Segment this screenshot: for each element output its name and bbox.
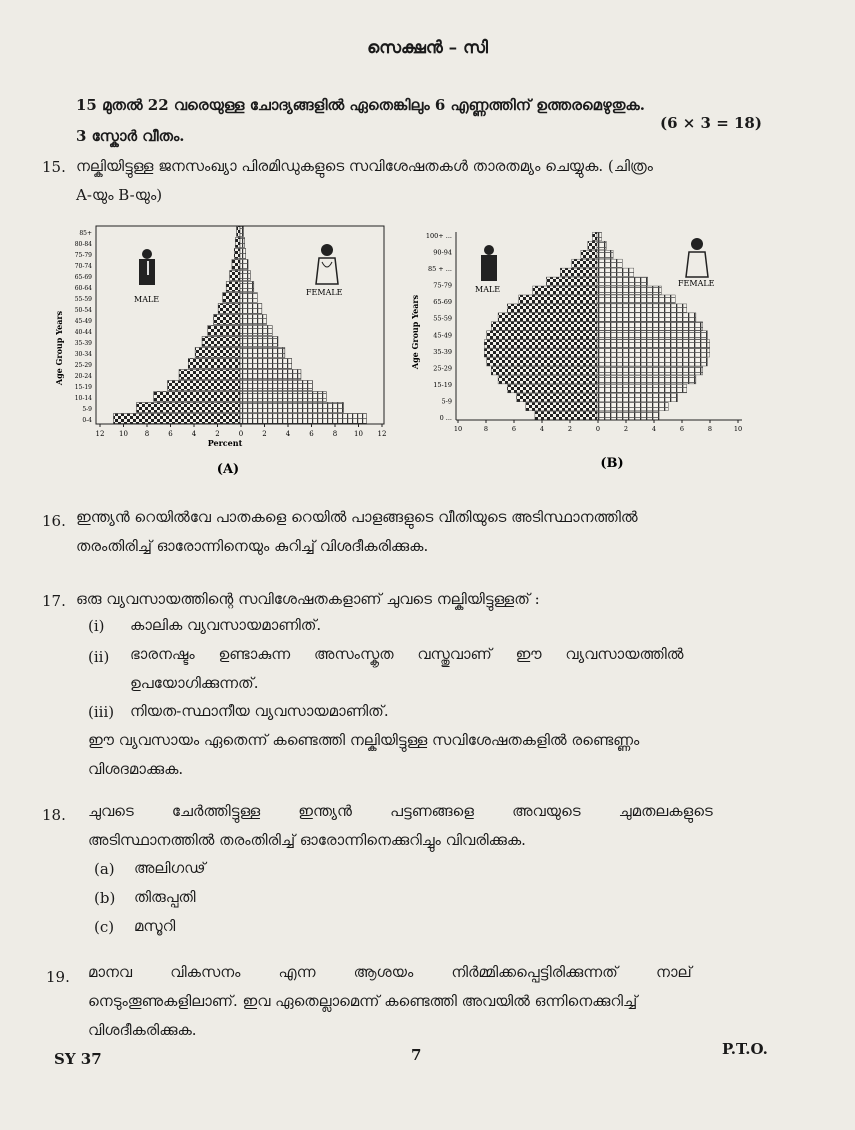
question-17-followup-line2: വിശദമാക്കുക. [88,760,184,778]
pyramid-a-male-bar [208,326,240,336]
pyramid-a-female-bar [240,260,248,270]
pyramid-b-tick-label: 8 [483,425,489,433]
q18-item-a-text: അലിഗഢ് [134,859,206,877]
page-number: 7 [411,1046,422,1064]
pyramid-a-age-label: 65-69 [74,274,92,281]
pyramid-a-female-bar [240,326,272,336]
pyramid-a-tick-label: 4 [191,430,197,438]
pyramid-b-age-label: 25-29 [433,364,452,373]
pyramid-b-male-bar [592,232,597,240]
question-number-16: 16. [42,512,66,530]
pyramid-a-age-label: 0-4 [82,417,92,424]
pyramid-b-male-bar [487,358,597,366]
pyramid-b-female-bar [597,241,606,249]
pyramid-a-age-label: 20-24 [74,373,92,380]
pyramid-a-age-label: 75-79 [74,252,92,259]
pyramid-b-female-label: FEMALE [678,279,715,288]
q18-item-c-text: മസൂറി [134,917,176,935]
q17-item-3-text: നിയത-സ്ഥാനീയ വ്യവസായമാണിത്. [130,702,389,720]
pyramid-b-female-bar [597,384,687,392]
question-18-text-line1: ചുവടെ ചേർത്തിട്ടുള്ള ഇന്ത്യൻ പട്ടണങ്ങളെ അവയുടെ ചുമതലകളുടെ [88,802,713,820]
pyramid-a-tick-label: 2 [262,430,267,438]
please-turn-over: P.T.O. [722,1040,768,1058]
pyramid-a-x-title: Percent [207,438,243,448]
pyramid-a-tick-label: 10 [119,430,128,438]
q17-item-2-text: ഭാരനഷ്ടം ഉണ്ടാകുന്ന അസംസ്കൃത വസ്തുവാണ് ഈ വ്യവസായത്തിൽ [130,645,684,663]
pyramid-b-male-bar [517,393,598,401]
pyramid-a-female-bar [240,315,266,325]
pyramid-b-tick-label: 4 [651,425,657,433]
pyramid-a-female-bar [240,293,257,303]
question-19-text-line2: നെടുംതൂണുകളിലാണ്. ഇവ ഏതെല്ലാമെന്ന് കണ്ടെത്തി അവയിൽ ഒന്നിനെക്കുറിച്ച് [88,992,638,1010]
pyramid-b-age-label: 35-39 [433,347,452,356]
question-number-15: 15. [42,158,66,176]
pyramid-a-tick-label: 6 [309,430,314,438]
q18-item-c-label: (c) [94,918,115,936]
q17-item-1-label: (i) [88,617,105,635]
q17-item-2-label: (ii) [88,648,110,666]
pyramid-b-tick-label: 6 [511,425,517,433]
pyramid-b-age-label: 55-59 [433,314,452,323]
pyramid-b-male-bar [491,322,597,330]
pyramid-b-male-bar [581,250,597,258]
pyramid-a-male-label: MALE [134,295,160,304]
marks-allocation: (6 × 3 = 18) [660,114,762,132]
pyramid-a-tick-label: 8 [332,430,338,438]
pyramid-b-male-label: MALE [475,285,501,294]
pyramid-a-female-bar [240,227,243,237]
pyramid-b-axis-title: Age Group Years [410,294,420,370]
pyramid-a-male-bar [218,304,240,314]
pyramid-a-male-bar [235,238,240,248]
pyramid-b-male-bar [533,286,597,294]
pyramid-b-male-bar [546,277,597,285]
question-17-followup-line1: ഈ വ്യവസായം ഏതെന്ന് കണ്ടെത്തി നല്കിയിട്ടുള്ള സവിശേഷതകളിൽ രണ്ടെണ്ണം [88,731,640,749]
male-figure-icon [481,245,497,281]
pyramid-a-caption: (A) [216,462,240,477]
pyramid-b-age-label: 5-9 [441,397,452,406]
pyramid-a-tick-label: 0 [238,430,244,438]
pyramid-b-age-label: 45-49 [433,331,452,340]
instruction-line-1: 15 മുതൽ 22 വരെയുള്ള ചോദ്യങ്ങളിൽ ഏതെങ്കിലും 6 എണ്ണത്തിന് ഉത്തരമെഴുതുക. [76,96,645,114]
question-16-text-line2: തരംതിരിച്ച് ഓരോന്നിനെയും കുറിച്ച് വിശദീകരിക്കുക. [76,537,429,555]
q18-item-a-label: (a) [94,860,115,878]
pyramid-a-tick-label: 8 [144,430,150,438]
pyramid-a-male-bar [168,381,240,391]
question-17-text: ഒരു വ്യവസായത്തിന്റെ സവിശേഷതകളാണ് ചുവടെ നല്കിയിട്ടുള്ളത് : [76,590,540,608]
question-18-text-line2: അടിസ്ഥാനത്തിൽ തരംതിരിച്ച് ഓരോന്നിനെക്കുറിച്ചും വിവരിക്കുക. [88,831,526,849]
pyramid-b-age-label: 75-79 [433,281,452,290]
pyramid-b-female-bar [597,232,602,240]
paper-code: SY 37 [54,1050,102,1068]
pyramid-b-female-bar [597,393,678,401]
pyramid-b-age-label: 0 ... [439,414,452,422]
pyramid-b-male-bar [484,340,597,348]
pyramid-a-tick-label: 6 [168,430,173,438]
q17-item-2-text-line2: ഉപയോഗിക്കുന്നത്. [130,674,259,692]
pyramid-b-male-bar [588,241,597,249]
pyramid-b-tick-label: 6 [679,425,685,433]
pyramid-b-age-label: 65-69 [433,298,452,307]
pyramid-a-male-bar [223,293,240,303]
pyramid-b-female-bar [597,376,696,384]
pyramid-a-female-bar [240,337,278,347]
pyramid-b-male-bar [491,367,597,375]
population-pyramid-b [412,222,757,477]
pyramid-a-male-bar [188,359,240,369]
pyramid-a-female-bar [240,359,292,369]
question-number-18: 18. [42,806,66,824]
pyramid-b-female-bar [597,313,696,321]
pyramid-a-female-bar [240,238,245,248]
pyramid-b-female-bar [597,340,710,348]
pyramid-b-female-bar [597,259,622,267]
pyramid-a-female-bar [240,249,246,259]
pyramid-b-male-bar [519,295,597,303]
pyramid-b-age-label: 85 + ... [427,265,452,274]
pyramid-b-male-bar [526,402,597,410]
pyramid-a-axis-title: Age Group Years [54,310,64,386]
question-number-19: 19. [46,968,70,986]
pyramid-b-male-bar [498,313,597,321]
q18-item-b-label: (b) [94,889,116,907]
pyramid-b-male-bar [507,304,597,312]
pyramid-a-female-bar [240,403,344,413]
pyramid-b-female-bar [597,411,659,419]
pyramid-b-female-bar [597,304,687,312]
pyramid-b-tick-label: 2 [567,425,573,433]
pyramid-b-age-label: 90-94 [433,248,452,257]
pyramid-b-tick-label: 4 [539,425,545,433]
pyramid-b-female-bar [597,250,613,258]
pyramid-b-male-bar [535,411,597,419]
question-19-text-line3: വിശദീകരിക്കുക. [88,1021,197,1039]
pyramid-a-male-bar [230,271,240,281]
pyramid-a-male-bar [226,282,240,292]
pyramid-b-female-bar [597,286,661,294]
pyramid-a-male-bar [214,315,240,325]
pyramid-b-female-bar [597,367,703,375]
pyramid-a-age-label: 15-19 [74,384,92,391]
question-number-17: 17. [42,592,66,610]
pyramid-a-female-bar [240,381,312,391]
pyramid-a-tick-label: 12 [95,430,105,438]
pyramid-b-tick-label: 10 [453,425,463,433]
female-figure-icon [686,238,708,277]
pyramid-b-age-label: 100+ ... [425,232,452,240]
pyramid-a-tick-label: 4 [285,430,291,438]
pyramid-a-male-bar [179,370,240,380]
pyramid-b-female-bar [597,268,634,276]
male-figure-icon [139,249,155,285]
pyramid-a-male-bar [114,414,241,424]
pyramid-a-male-bar [234,249,240,259]
pyramid-a-male-bar [202,337,240,347]
pyramid-a-age-label: 45-49 [74,318,92,325]
pyramid-a-age-label: 85+ [79,230,92,237]
question-19-text-line1: മാനവ വികസനം എന്ന ആശയം നിർമ്മിക്കപ്പെട്ടിരിക്കുന്നത് നാല് [88,963,692,981]
pyramid-b-age-label: 15-19 [433,380,452,389]
pyramid-a-age-label: 5-9 [82,406,92,413]
pyramid-a-age-label: 35-39 [74,340,92,347]
pyramid-a-age-label: 55-59 [74,296,92,303]
question-16-text-line1: ഇന്ത്യൻ റെയിൽവേ പാതകളെ റെയിൽ പാളങ്ങളുടെ വീതിയുടെ അടിസ്ഥാനത്തിൽ [76,508,638,526]
pyramid-a-age-label: 25-29 [74,362,92,369]
pyramid-b-male-bar [507,384,597,392]
pyramid-a-age-label: 80-84 [74,241,92,248]
pyramid-b-tick-label: 8 [707,425,713,433]
pyramid-b-female-bar [597,277,648,285]
pyramid-a-male-bar [232,260,240,270]
population-pyramid-a [52,218,397,483]
q17-item-3-label: (iii) [88,703,115,721]
pyramid-b-caption: (B) [600,456,624,471]
pyramid-b-female-bar [597,322,703,330]
pyramid-b-male-bar [484,349,597,357]
pyramid-b-male-bar [498,376,597,384]
pyramid-a-age-label: 70-74 [74,263,92,270]
pyramid-a-female-bar [240,348,285,358]
pyramid-a-female-bar [240,414,367,424]
pyramid-b-tick-label: 2 [623,425,629,433]
pyramid-a-tick-label: 10 [354,430,363,438]
pyramid-a-female-bar [240,304,262,314]
pyramid-b-female-bar [597,331,707,339]
pyramid-a-female-bar [240,392,326,402]
pyramid-a-female-bar [240,282,254,292]
pyramid-a-age-label: 40-44 [74,329,92,336]
pyramid-b-male-bar [572,259,597,267]
pyramid-a-male-bar [237,227,240,237]
pyramid-a-male-bar [154,392,240,402]
pyramid-b-female-bar [597,349,710,357]
pyramid-b-tick-label: 0 [595,425,601,433]
q17-item-1-text: കാലിക വ്യവസായമാണിത്. [130,616,322,634]
pyramid-a-male-bar [137,403,241,413]
pyramid-b-female-bar [597,358,707,366]
pyramid-b-male-bar [487,331,597,339]
pyramid-a-age-label: 30-34 [74,351,92,358]
pyramid-a-female-bar [240,271,250,281]
instruction-line-2: 3 സ്കോർ വീതം. [76,127,185,145]
pyramid-b-tick-label: 10 [733,425,743,433]
pyramid-b-male-bar [560,268,597,276]
pyramid-a-age-label: 50-54 [74,307,92,314]
pyramid-a-age-label: 10-14 [74,395,92,402]
pyramid-a-tick-label: 2 [215,430,220,438]
pyramid-b-female-bar [597,295,675,303]
section-title: സെക്ഷൻ – സി [367,38,488,58]
female-figure-icon [316,244,338,284]
pyramid-a-female-bar [240,370,301,380]
pyramid-a-age-label: 60-64 [74,285,92,292]
q18-item-b-text: തിരുപ്പതി [134,888,196,906]
pyramid-a-tick-label: 12 [377,430,387,438]
pyramid-b-female-bar [597,402,668,410]
question-15-text-line2: A-യും B-യും) [76,186,163,204]
pyramid-a-female-label: FEMALE [306,288,343,297]
question-15-text-line1: നല്കിയിട്ടുള്ള ജനസംഖ്യാ പിരമിഡുകളുടെ സവിശേഷതകൾ താരതമ്യം ചെയ്യുക. (ചിത്രം [76,157,653,175]
pyramid-a-male-bar [195,348,240,358]
